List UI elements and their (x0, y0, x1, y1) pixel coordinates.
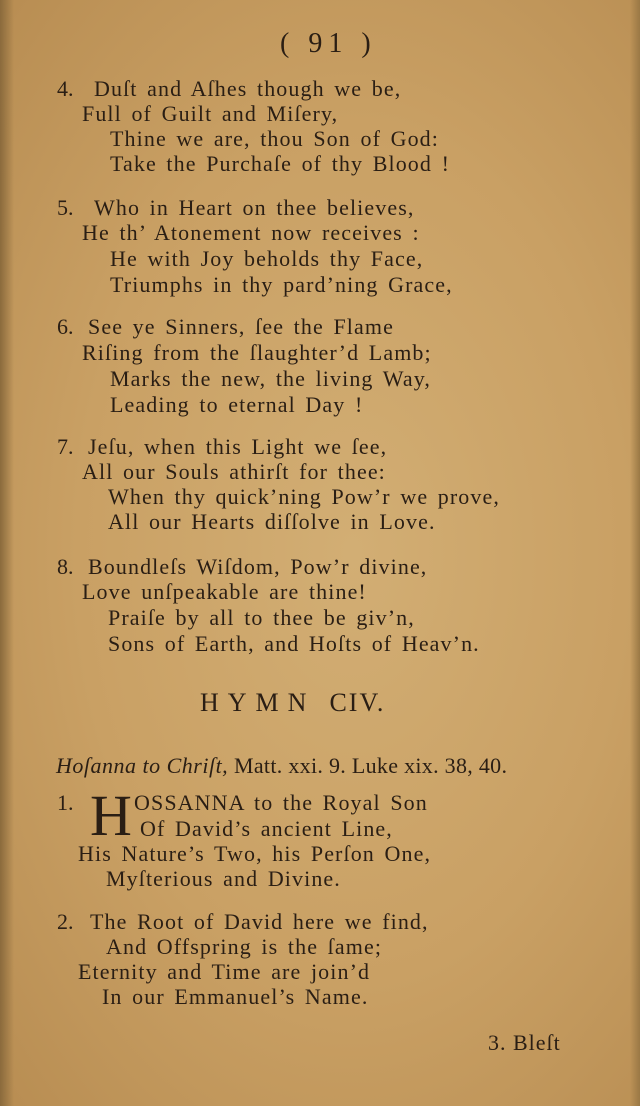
verse-line: OSSANNA to the Royal Son (134, 790, 428, 815)
hymn-number: CIV. (329, 688, 386, 717)
catchword: 3. Bleſt (488, 1030, 561, 1055)
hymn-heading (200, 688, 385, 718)
verse-line: See ye Sinners, ſee the Flame (88, 314, 394, 339)
stanza-number: 7. (57, 434, 74, 459)
verse-line: Jeſu, when this Light we ſee, (88, 434, 388, 459)
page-edge-left (0, 0, 14, 1106)
verse-line: Boundleſs Wiſdom, Pow’r divine, (88, 554, 428, 579)
page-number: ( 91 ) (280, 28, 377, 59)
verse-line: Leading to eternal Day ! (110, 392, 364, 417)
stanza-number: 1. (57, 790, 74, 815)
verse-line: Take the Purchaſe of thy Blood ! (110, 151, 451, 176)
hymn-heading-word: HYMN (200, 688, 316, 717)
verse-line: When thy quick’ning Pow’r we prove, (108, 484, 500, 509)
stanza-number: 6. (57, 314, 74, 339)
verse-line: Who in Heart on thee believes, (94, 195, 415, 220)
verse-line: Of David’s ancient Line, (140, 816, 393, 841)
stanza-number: 8. (57, 554, 74, 579)
verse-line: The Root of David here we find, (90, 909, 429, 934)
verse-line: Triumphs in thy pard’ning Grace, (110, 272, 453, 297)
hymn-subtitle (56, 753, 507, 779)
verse-line: Marks the new, the living Way, (110, 366, 431, 391)
verse-line: He th’ Atonement now receives : (82, 220, 420, 245)
verse-line: Praiſe by all to thee be giv’n, (108, 605, 415, 630)
verse-line: And Offspring is the ſame; (106, 934, 383, 959)
verse-line: Duſt and Aſhes though we be, (94, 76, 402, 101)
verse-line: He with Joy beholds thy Face, (110, 246, 424, 271)
hymn-subtitle-title: Hoſanna to Chriſt, (56, 753, 229, 778)
verse-line: All our Hearts diſſolve in Love. (108, 509, 436, 534)
verse-line: Thine we are, thou Son of God: (110, 126, 439, 151)
verse-line: Sons of Earth, and Hoſts of Heav’n. (108, 631, 480, 656)
verse-line: Love unſpeakable are thine! (82, 579, 367, 604)
verse-line: Eternity and Time are join’d (78, 959, 371, 984)
page-edge-right (630, 0, 640, 1106)
verse-line: His Nature’s Two, his Perſon One, (78, 841, 432, 866)
stanza-number: 5. (57, 195, 74, 220)
stanza-number: 4. (57, 76, 74, 101)
verse-line: Riſing from the ſlaughter’d Lamb; (82, 340, 432, 365)
scripture-references: Matt. xxi. 9. Luke xix. 38, 40. (234, 753, 508, 778)
verse-line: All our Souls athirſt for thee: (82, 459, 386, 484)
verse-line: Myſterious and Divine. (106, 866, 341, 891)
drop-cap: H (90, 783, 132, 848)
verse-line: In our Emmanuel’s Name. (102, 984, 369, 1009)
verse-line: Full of Guilt and Miſery, (82, 101, 339, 126)
stanza-number: 2. (57, 909, 74, 934)
